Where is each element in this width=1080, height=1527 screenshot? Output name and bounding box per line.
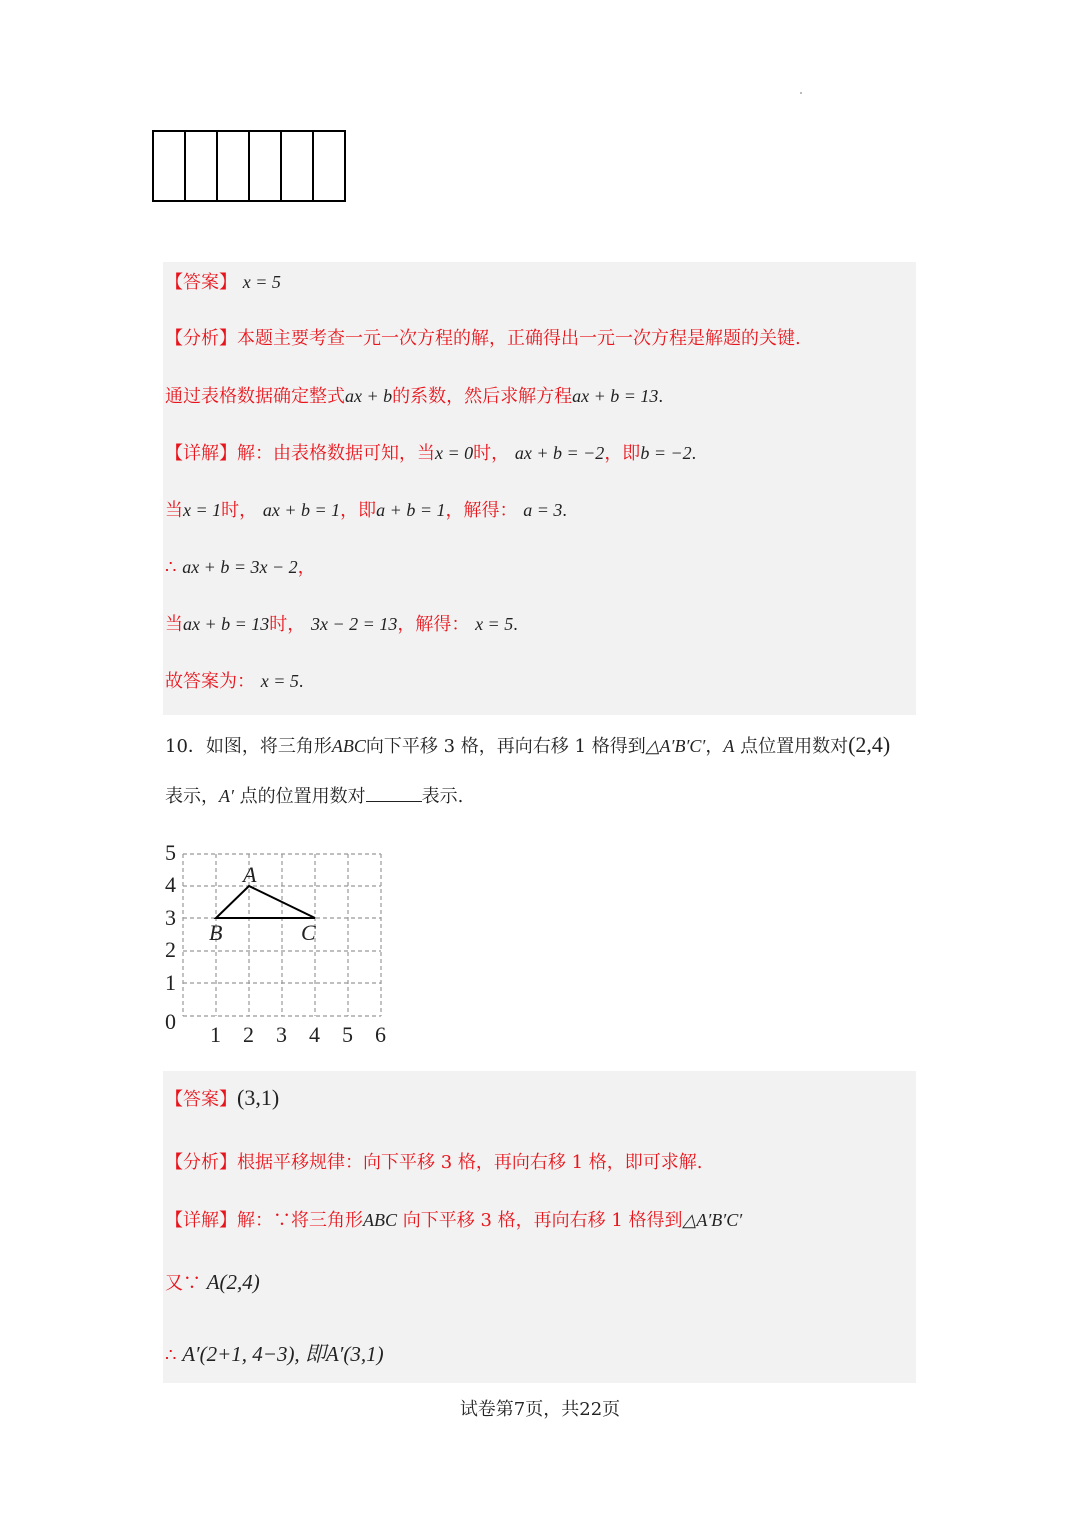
analysis-tag: 【分析】	[165, 1152, 237, 1173]
text: 时，	[269, 614, 306, 635]
x-tick-label: 4	[309, 1022, 320, 1047]
math: x = 0	[435, 443, 474, 463]
blank-table	[152, 130, 346, 202]
triangle-abc	[216, 886, 315, 918]
analysis-text: 根据平移规律：向下平移 3 格，再向右移 1 格，即可求解.	[237, 1152, 703, 1173]
page-footer: 试卷第7页，共22页	[459, 1399, 621, 1420]
analysis-line-2	[165, 384, 663, 409]
answer-tag: 【答案】	[165, 272, 237, 293]
text: .	[513, 614, 518, 634]
math: ABC	[331, 736, 366, 756]
text: 又∵	[165, 1273, 201, 1294]
detail-line-1	[165, 441, 696, 466]
text: 当	[165, 500, 183, 521]
math: x = 5	[475, 614, 514, 634]
text: 故答案为：	[165, 671, 255, 692]
answer-tag: 【答案】	[165, 1089, 237, 1110]
math: A′	[219, 786, 234, 806]
detail-line-6	[165, 1208, 742, 1233]
speck	[800, 92, 802, 94]
point-label-a: A	[243, 862, 257, 887]
math: x = 1	[183, 500, 222, 520]
answer-line-1	[165, 270, 281, 295]
text: ，解得：	[397, 614, 470, 635]
y-tick-label: 5	[165, 840, 176, 865]
question-10-line-1	[165, 733, 890, 759]
coordinate-grid-figure	[155, 838, 395, 1048]
math: ax + b = 3x − 2	[182, 557, 298, 577]
table-cell	[185, 131, 217, 201]
text: ，即	[340, 500, 377, 521]
detail-line-7	[165, 1270, 260, 1296]
table-cell	[217, 131, 249, 201]
math: △A′B′C′	[645, 736, 706, 756]
answer-blank	[366, 783, 422, 802]
question-10-line-2	[165, 783, 463, 809]
y-tick-label: 2	[165, 937, 176, 962]
math: ABC	[363, 1210, 397, 1230]
text: 时，	[473, 443, 510, 464]
text: 点位置用数对	[740, 736, 849, 757]
analysis-line-3	[165, 1151, 703, 1175]
math: a + b = 1	[376, 500, 446, 520]
therefore-symbol: ∴	[165, 1345, 177, 1366]
math: ax + b = 1	[262, 500, 341, 520]
y-tick-label: 3	[165, 905, 176, 930]
therefore-symbol: ∴	[165, 557, 177, 578]
math: ax + b	[345, 386, 393, 406]
text: ，即	[604, 443, 641, 464]
answer-value: x = 5	[242, 272, 281, 292]
text: 向下平移 3 格，再向右移 1 格得到	[365, 736, 646, 757]
analysis-tag: 【分析】	[165, 328, 237, 349]
text: .	[298, 671, 304, 691]
math: a = 3	[523, 500, 563, 520]
text: 表示，	[165, 786, 219, 807]
detail-line-4	[165, 612, 518, 637]
text: 向下平移 3 格，再向右移 1 格得到	[402, 1210, 683, 1231]
text: 解：∵将三角形	[237, 1210, 363, 1231]
text: .	[562, 500, 567, 520]
text: 解：由表格数据可知，当	[237, 443, 435, 464]
detail-line-5	[165, 669, 303, 694]
table-cell	[313, 131, 345, 201]
text: .	[691, 443, 697, 463]
math: x = 5	[260, 671, 299, 691]
table-cell	[281, 131, 313, 201]
text: 的系数，然后求解方程	[392, 386, 573, 407]
detail-line-3	[165, 555, 316, 580]
math: (2,4)	[848, 732, 891, 757]
text: 时，	[221, 500, 258, 521]
point-label-b: B	[209, 920, 223, 945]
text: 点的位置用数对	[239, 786, 366, 807]
math: b = −2	[640, 443, 692, 463]
analysis-line-1	[165, 327, 801, 351]
text: 表示.	[421, 786, 464, 807]
math: ax + b = 13	[183, 614, 270, 634]
answer-line-2	[165, 1086, 279, 1112]
text: .	[658, 386, 663, 406]
math: A(2,4)	[206, 1270, 260, 1294]
text: ，	[297, 557, 316, 578]
math: ax + b = −2	[514, 443, 605, 463]
analysis-text: 本题主要考查一元一次方程的解，正确得出一元一次方程是解题的关键.	[237, 328, 801, 349]
math: △A′B′C′	[682, 1210, 743, 1230]
table-cell	[249, 131, 281, 201]
x-tick-label: 1	[210, 1022, 221, 1047]
text: ，	[705, 736, 724, 757]
answer-value: (3,1)	[237, 1085, 280, 1110]
x-tick-label: 2	[243, 1022, 254, 1047]
table-cell	[153, 131, 185, 201]
x-tick-label: 6	[375, 1022, 386, 1047]
math: A′(2+1, 4−3), 即A′(3,1)	[182, 1342, 384, 1366]
math: A	[723, 736, 735, 756]
text: ，解得：	[445, 500, 518, 521]
x-tick-label: 3	[276, 1022, 287, 1047]
detail-line-2	[165, 498, 567, 523]
point-label-c: C	[301, 920, 316, 945]
text: 10．如图，将三角形	[165, 736, 332, 757]
detail-tag: 【详解】	[165, 1210, 237, 1231]
math: 3x − 2 = 13	[311, 614, 398, 634]
text: 当	[165, 614, 183, 635]
detail-tag: 【详解】	[165, 443, 237, 464]
y-tick-label: 0	[165, 1009, 176, 1034]
detail-line-8	[165, 1342, 384, 1368]
y-tick-label: 1	[165, 970, 176, 995]
x-tick-label: 5	[342, 1022, 353, 1047]
text: 通过表格数据确定整式	[165, 386, 345, 407]
y-tick-label: 4	[165, 872, 176, 897]
math: ax + b = 13	[572, 386, 659, 406]
